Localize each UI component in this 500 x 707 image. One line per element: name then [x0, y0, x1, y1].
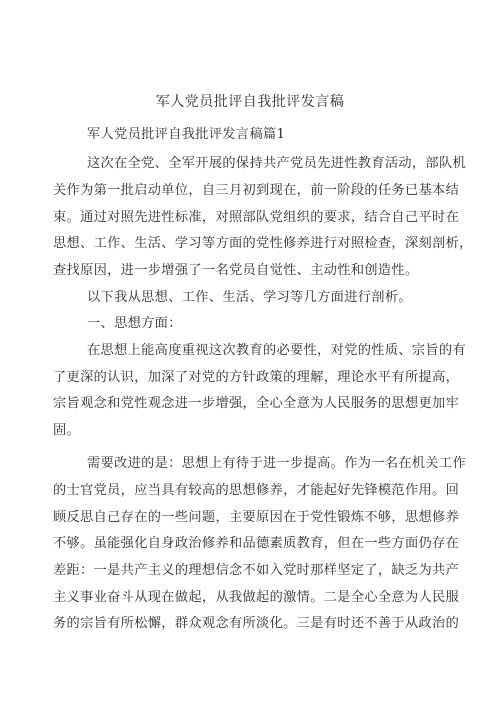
paragraph-2-line-1: 以下我从思想、工作、生活、学习等几方面进行剖析。: [87, 290, 412, 305]
paragraph-1-line-2: 关作为第一批启动单位，自三月初到现在，前一阶段的任务已基本结: [53, 183, 460, 198]
paragraph-1-line-1: 这次在全党、全军开展的保持共产党员先进性教育活动，部队机: [87, 156, 467, 171]
document-subtitle: 军人党员批评自我批评发言稿篇1: [87, 127, 286, 142]
paragraph-5-line-5: 差距：一是共产主义的理想信念不如入党时那样坚定了，缺乏为共产: [53, 563, 460, 578]
paragraph-1-line-4: 思想、工作、生活、学习等方面的党性修养进行对照检查，深刻剖析，: [53, 236, 473, 251]
paragraph-5-line-6: 主义事业奋斗从现在做起，从我做起的激情。二是全心全意为人民服: [53, 590, 460, 605]
paragraph-1-line-5: 查找原因，进一步增强了一名党员自觉性、主动性和创造性。: [53, 263, 419, 278]
paragraph-5-line-7: 务的宗旨有所松懈，群众观念有所淡化。三是有时还不善于从政治的: [53, 616, 460, 631]
document-title: 军人党员批评自我批评发言稿: [155, 94, 345, 110]
paragraph-4-line-2: 了更深的认识，加深了对党的方针政策的理解，理论水平有所提高，: [53, 370, 460, 385]
paragraph-1-line-3: 束。通过对照先进性标准，对照部队党组织的要求，结合自己平时在: [53, 210, 460, 225]
paragraph-5-line-4: 不够。虽能强化自身政治修养和品德素质教育，但在一些方面仍存在: [53, 536, 460, 551]
paragraph-5-line-3: 顾反思自己存在的一些问题，主要原因在于党性锻炼不够，思想修养: [53, 510, 460, 525]
paragraph-4-line-1: 在思想上能高度重视这次教育的必要性，对党的性质、宗旨的有: [87, 343, 467, 358]
paragraph-5-line-1: 需要改进的是：思想上有待于进一步提高。作为一名在机关工作: [87, 456, 467, 471]
paragraph-4-line-3: 宗旨观念和党性观念进一步增强，全心全意为人民服务的思想更加牢: [53, 396, 460, 411]
paragraph-5-line-2: 的士官党员，应当具有较高的思想修养，才能起好先锋模范作用。回: [53, 483, 460, 498]
paragraph-4-line-4: 固。: [53, 423, 81, 438]
section-heading-thought: 一、思想方面：: [87, 316, 182, 331]
